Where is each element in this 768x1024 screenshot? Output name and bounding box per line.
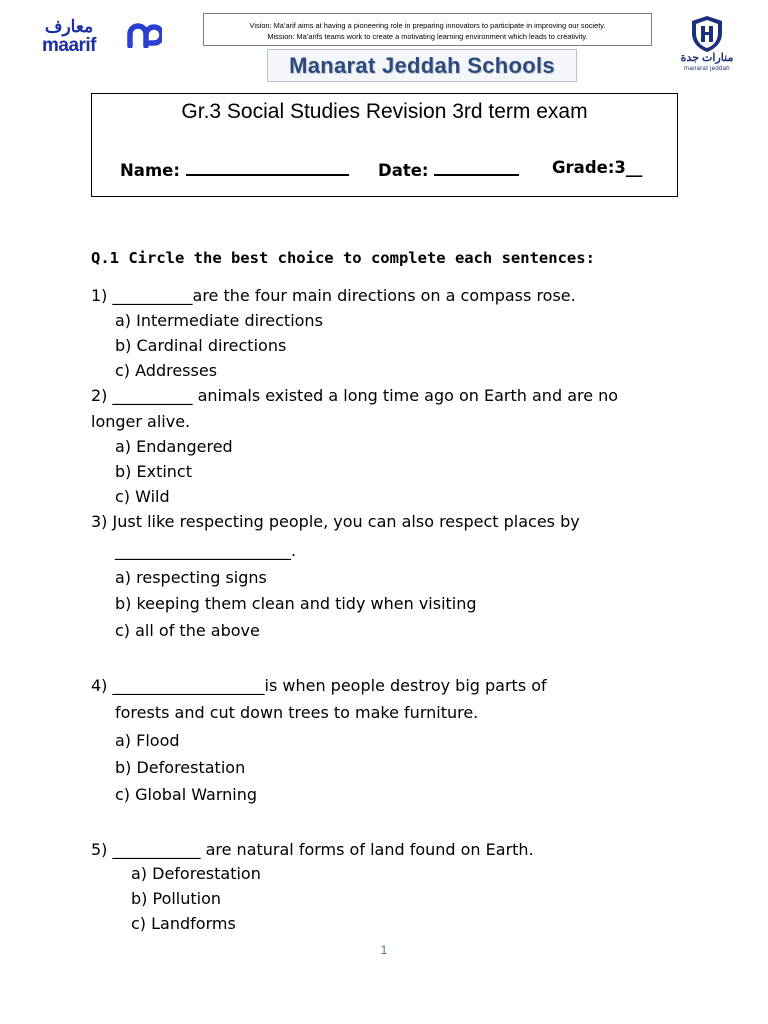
question-1-stem: 1) __________are the four main directions on a compass rose. bbox=[91, 286, 576, 305]
question-4-stem: 4) ___________________is when people destroy big parts of bbox=[91, 676, 547, 695]
question-1-option-c[interactable]: c) Addresses bbox=[115, 361, 218, 380]
question-4-option-a[interactable]: a) Flood bbox=[115, 731, 180, 750]
page-number: 1 bbox=[380, 943, 388, 957]
question-5-option-a[interactable]: a) Deforestation bbox=[131, 864, 261, 883]
question-1-option-b[interactable]: b) Cardinal directions bbox=[115, 336, 287, 355]
question-1-option-a[interactable]: a) Intermediate directions bbox=[115, 311, 323, 330]
grade-label: Grade:3 bbox=[552, 158, 626, 177]
maarif-logo bbox=[38, 18, 100, 56]
question-3-option-a[interactable]: a) respecting signs bbox=[115, 568, 267, 587]
exam-title: Gr.3 Social Studies Revision 3rd term exam bbox=[181, 100, 588, 123]
maarif-logo-arabic: معارف bbox=[44, 17, 94, 36]
question-2-option-a[interactable]: a) Endangered bbox=[115, 437, 233, 456]
grade-blank[interactable]: __ bbox=[625, 158, 643, 177]
question-5-option-b[interactable]: b) Pollution bbox=[131, 889, 222, 908]
manarat-logo-arabic: منارات جدة bbox=[680, 52, 734, 64]
maarif-m-mark-icon bbox=[126, 22, 162, 48]
question-4-option-b[interactable]: b) Deforestation bbox=[115, 758, 246, 777]
question-3-stem-continued: ______________________. bbox=[115, 541, 297, 560]
question-4-option-c[interactable]: c) Global Warning bbox=[115, 785, 258, 804]
question-2-option-b[interactable]: b) Extinct bbox=[115, 462, 192, 481]
question-2-stem: 2) __________ animals existed a long time ago on Earth and are no bbox=[91, 386, 619, 405]
question-3-option-b[interactable]: b) keeping them clean and tidy when visiting bbox=[115, 594, 477, 613]
question-5-option-c[interactable]: c) Landforms bbox=[131, 914, 236, 933]
maarif-logo-english: maarif bbox=[41, 35, 97, 56]
question-3-option-c[interactable]: c) all of the above bbox=[115, 621, 260, 640]
manarat-logo-english: manarat jeddah bbox=[684, 66, 730, 72]
name-blank[interactable] bbox=[186, 157, 349, 176]
name-field bbox=[120, 157, 349, 182]
question-3-stem: 3) Just like respecting people, you can also respect places by bbox=[91, 512, 580, 531]
vision-mission-box bbox=[203, 13, 652, 46]
question-5-stem: 5) ___________ are natural forms of land found on Earth. bbox=[91, 840, 534, 859]
question-4-stem-continued: forests and cut down trees to make furniture. bbox=[115, 703, 479, 722]
mission-statement: Mission: Ma’arifs teams work to create a motivating learning environment which leads to creativity. bbox=[267, 32, 588, 41]
date-label: Date: bbox=[378, 161, 429, 180]
grade-field bbox=[552, 157, 642, 179]
shield-crest-icon bbox=[690, 15, 724, 53]
question-heading: Q.1 Circle the best choice to complete each sentences: bbox=[91, 249, 595, 267]
date-field bbox=[378, 157, 519, 182]
date-blank[interactable] bbox=[434, 157, 519, 176]
question-2-option-c[interactable]: c) Wild bbox=[115, 487, 170, 506]
school-name-banner: Manarat Jeddah Schools bbox=[267, 49, 577, 82]
question-2-stem-continued: longer alive. bbox=[91, 412, 191, 431]
vision-statement: Vision: Ma’arif aims at having a pioneering role in preparing innovators to participate in improving our society. bbox=[249, 21, 606, 30]
name-label: Name: bbox=[120, 161, 180, 180]
